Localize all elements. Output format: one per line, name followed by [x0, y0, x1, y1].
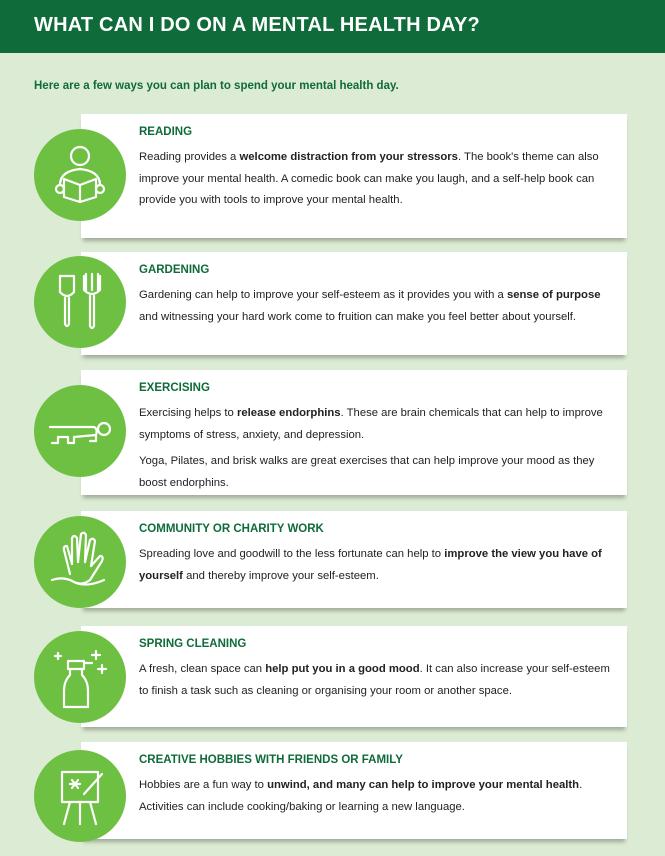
card-title: GARDENING: [139, 264, 210, 276]
text: . It can also increase your self-esteem to finish a task such as cleaning or organising your room or another space.: [139, 663, 610, 697]
highlight-text: improve the view you have of yourself: [139, 548, 602, 582]
text: . The book's theme can also improve your mental health. A comedic book can make you laugh, and a self-help book can provide you with tools to improve your mental health.: [139, 151, 599, 206]
card-body: [139, 285, 615, 333]
reading-person-icon: [34, 129, 126, 221]
card-body: [139, 147, 615, 217]
highlight-text: release endorphins: [236, 407, 341, 419]
garden-tools-icon: [34, 256, 126, 348]
text: Reading provides a: [139, 151, 240, 163]
card-spring-cleaning: [81, 626, 627, 727]
card-creative-hobbies: [81, 742, 627, 839]
card-title: CREATIVE HOBBIES WITH FRIENDS OR FAMILY: [139, 754, 403, 766]
text: Hobbies are a fun way to: [139, 779, 268, 791]
text: . These are brain chemicals that can help to improve symptoms of stress, anxiety, and depression.: [139, 407, 603, 441]
card-title: EXERCISING: [139, 382, 210, 394]
text: and thereby improve your self-esteem.: [182, 569, 379, 582]
card-body: [139, 775, 615, 823]
text: A fresh, clean space can: [139, 663, 266, 675]
intro-text: Here are a few ways you can plan to spend your mental health day.: [34, 80, 399, 92]
spray-bottle-icon: [34, 631, 126, 723]
card-body: [139, 659, 615, 707]
page-header: [0, 0, 665, 53]
highlight-text: unwind, and many can help to improve your mental health: [267, 779, 580, 791]
card-body: [139, 544, 615, 592]
page-title: WHAT CAN I DO ON A MENTAL HEALTH DAY?: [34, 14, 480, 36]
card-title: SPRING CLEANING: [139, 638, 247, 650]
text: Gardening can help to improve your self-esteem as it provides you with a: [139, 289, 507, 301]
card-exercising: [81, 370, 627, 495]
card-body: [139, 403, 615, 499]
card-title: COMMUNITY OR CHARITY WORK: [139, 523, 324, 535]
highlight-text: welcome distraction from your stressors: [239, 151, 458, 163]
easel-painting-icon: [34, 750, 126, 842]
text: . Activities can include cooking/baking or learning a new language.: [139, 779, 583, 813]
text: Exercising helps to: [139, 407, 237, 419]
text: Yoga, Pilates, and brisk walks are great exercises that can help improve your mood as they boost endorphins.: [139, 455, 595, 489]
highlight-text: help put you in a good mood: [265, 663, 420, 675]
highlight-text: sense of purpose: [506, 289, 601, 301]
card-title: READING: [139, 126, 193, 138]
helping-hands-icon: [34, 516, 126, 608]
text: and witnessing your hard work come to fruition can make you feel better about yourself.: [139, 310, 577, 323]
card-gardening: [81, 252, 627, 355]
text: Spreading love and goodwill to the less fortunate can help to: [139, 548, 445, 560]
card-reading: [81, 114, 627, 238]
card-community: [81, 511, 627, 608]
exercise-person-icon: [34, 385, 126, 477]
